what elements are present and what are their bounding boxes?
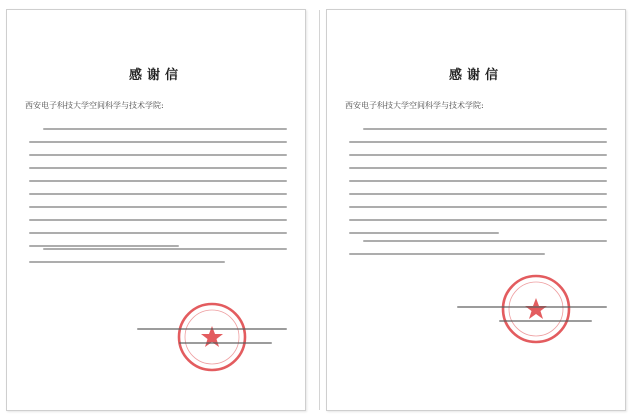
text-line <box>349 154 607 156</box>
date-line <box>499 320 592 322</box>
text-line <box>29 154 287 156</box>
letter-body-paragraph-1 <box>349 128 607 245</box>
text-line <box>349 232 499 234</box>
text-line <box>349 206 607 208</box>
thank-you-letter-right <box>326 9 626 411</box>
text-line <box>29 141 287 143</box>
text-line <box>349 180 607 182</box>
text-line <box>29 180 287 182</box>
text-line <box>349 141 607 143</box>
page-divider <box>319 10 320 410</box>
text-line <box>363 240 607 242</box>
letter-body-paragraph-1 <box>29 128 287 258</box>
letter-body-paragraph-2 <box>29 248 287 274</box>
text-line <box>29 232 287 234</box>
letter-signature-block <box>137 328 287 356</box>
letter-title: 感谢信 <box>448 68 503 83</box>
sender-line <box>457 306 607 308</box>
thank-you-letter-left <box>6 9 306 411</box>
text-line <box>29 261 225 263</box>
letter-signature-block <box>457 306 607 334</box>
text-line <box>29 167 287 169</box>
text-line <box>29 245 179 247</box>
text-line <box>43 248 287 250</box>
text-line <box>363 128 607 130</box>
text-line <box>349 167 607 169</box>
date-line <box>179 342 272 344</box>
text-line <box>43 128 287 130</box>
letter-body-paragraph-2 <box>349 240 607 266</box>
text-line <box>349 193 607 195</box>
text-line <box>349 219 607 221</box>
text-line <box>29 193 287 195</box>
text-line <box>29 206 287 208</box>
sender-line <box>137 328 287 330</box>
letter-title: 感谢信 <box>128 68 183 83</box>
text-line <box>29 219 287 221</box>
text-line <box>349 253 545 255</box>
letter-addressee: 西安电子科技大学空间科学与技术学院: <box>345 101 484 110</box>
letter-addressee: 西安电子科技大学空间科学与技术学院: <box>25 101 164 110</box>
